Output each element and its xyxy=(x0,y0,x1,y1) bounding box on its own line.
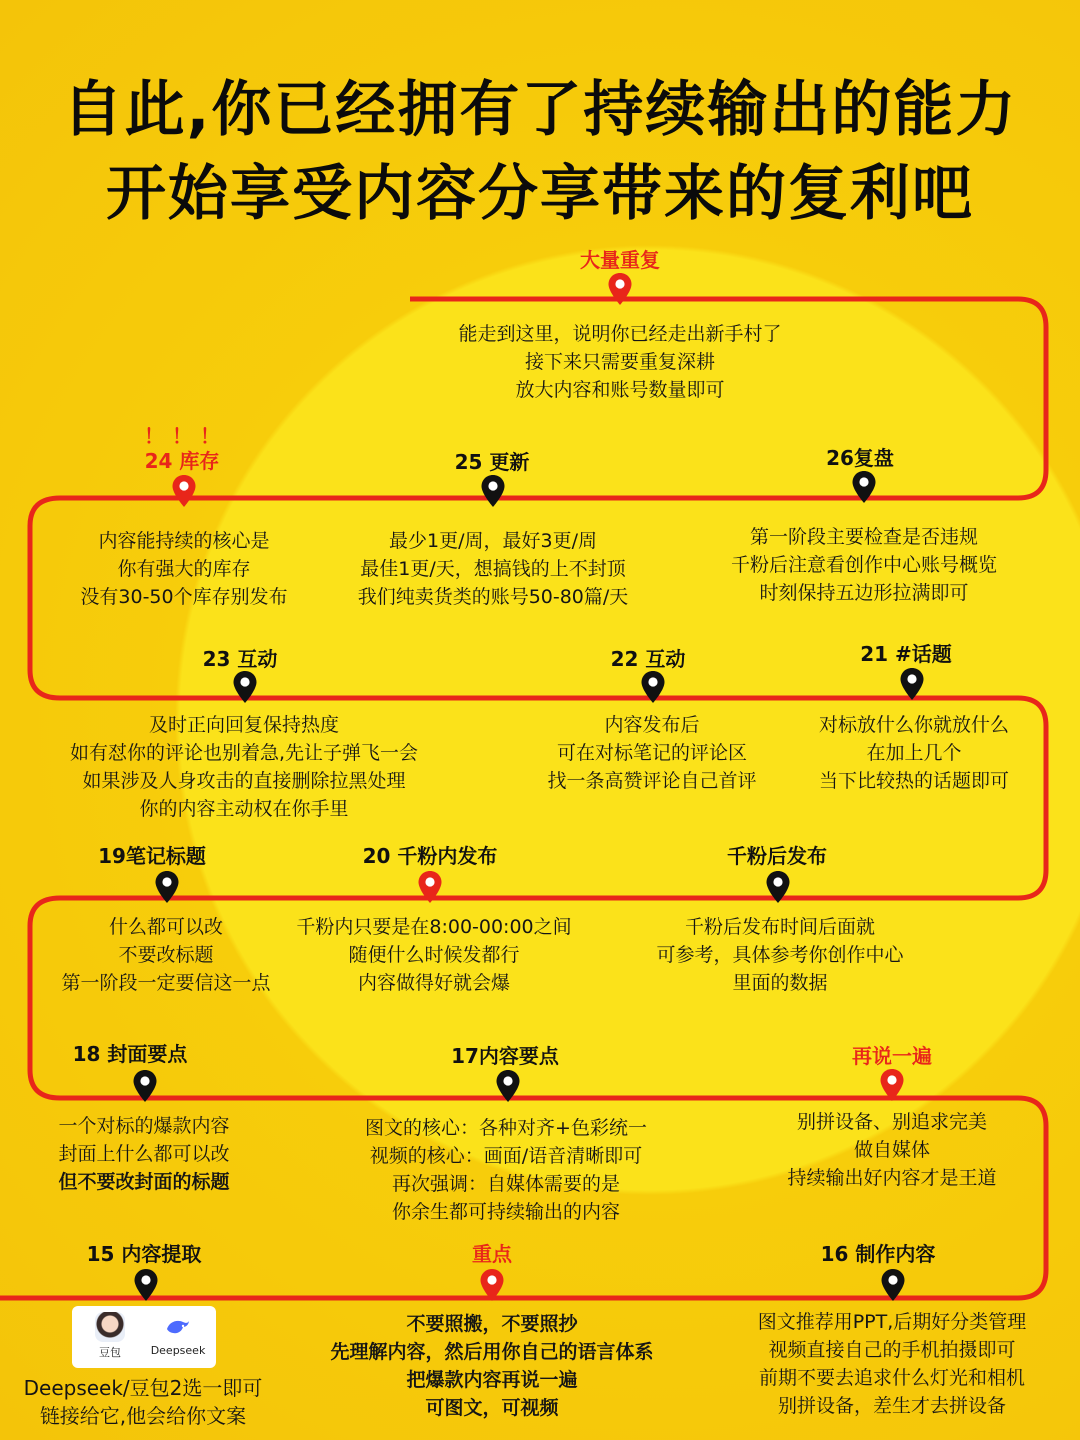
step-body-key xyxy=(330,1310,653,1422)
text-line: 没有30-50个库存别发布 xyxy=(80,586,288,608)
map-pin-icon xyxy=(132,1069,158,1103)
step-label-22: 22 互动 xyxy=(610,647,686,671)
text-line-bold: 但不要改封面的标题 xyxy=(58,1171,230,1193)
step-label-20: 20 千粉内发布 xyxy=(362,844,498,868)
text-line: 前期不要去追求什么灯光和相机 xyxy=(758,1367,1025,1389)
step-label-again: 再说一遍 xyxy=(852,1044,932,1068)
text-line: 什么都可以改 xyxy=(108,916,224,938)
text-line: 封面上什么都可以改 xyxy=(58,1143,230,1165)
title-line-1: 自此,你已经拥有了持续输出的能力 xyxy=(62,75,1018,145)
text-line: 能走到这里，说明你已经走出新手村了 xyxy=(458,323,782,345)
step-label-19: 19笔记标题 xyxy=(98,844,206,868)
step-body-23 xyxy=(70,711,418,823)
step-label-repeat: 大量重复 xyxy=(580,248,660,272)
text-line: 随便什么时候发都行 xyxy=(348,944,520,966)
text-line: 第一阶段一定要信这一点 xyxy=(61,972,271,994)
step-label-16: 16 制作内容 xyxy=(820,1242,936,1266)
text-line: 里面的数据 xyxy=(732,972,828,994)
step-label-26: 26复盘 xyxy=(826,446,894,470)
step-label-after-1k: 千粉后发布 xyxy=(727,844,827,868)
step-label-18: 18 封面要点 xyxy=(72,1042,188,1066)
text-line: 图文的核心：各种对齐+色彩统一 xyxy=(365,1117,647,1139)
step-label-17: 17内容要点 xyxy=(451,1044,559,1068)
step-label-key: 重点 xyxy=(472,1242,512,1266)
map-pin-icon xyxy=(851,470,877,504)
text-line: 别拼设备，差生才去拼设备 xyxy=(777,1395,1006,1417)
map-pin-icon xyxy=(607,272,633,306)
app-doubao[interactable] xyxy=(78,1312,142,1360)
text-line: 不要照搬，不要照抄 xyxy=(406,1313,578,1335)
text-line: 一个对标的爆款内容 xyxy=(58,1115,230,1137)
text-line: 别拼设备、别追求完美 xyxy=(796,1111,988,1133)
map-pin-icon xyxy=(765,870,791,904)
text-line: 最佳1更/天，想搞钱的上不封顶 xyxy=(360,558,626,580)
map-pin-icon xyxy=(232,670,258,704)
text-line: 最少1更/周，最好3更/周 xyxy=(389,530,597,552)
text-line: 当下比较热的话题即可 xyxy=(818,770,1010,792)
text-line: 内容能持续的核心是 xyxy=(98,530,270,552)
text-line: 内容做得好就会爆 xyxy=(357,972,510,994)
text-line: 接下来只需要重复深耕 xyxy=(524,351,716,373)
text-line: 时刻保持五边形拉满即可 xyxy=(759,582,969,604)
text-line: 第一阶段主要检查是否违规 xyxy=(749,526,979,548)
step-body-after-1k xyxy=(656,913,903,997)
step-label-25: 25 更新 xyxy=(454,450,530,474)
map-pin-icon xyxy=(880,1268,906,1302)
step-body-19 xyxy=(61,913,270,997)
step-body-25 xyxy=(358,527,629,611)
step-label-21: 21 #话题 xyxy=(860,642,952,666)
step-body-24 xyxy=(80,527,287,611)
title-line-2: 开始享受内容分享带来的复利吧 xyxy=(106,159,974,229)
text-line: 如有怼你的评论也别着急,先让子弹飞一会 xyxy=(69,742,419,764)
map-pin-icon xyxy=(640,670,666,704)
text-line: 视频直接自己的手机拍摄即可 xyxy=(768,1339,1016,1361)
text-line: 做自媒体 xyxy=(853,1139,931,1161)
map-pin-icon xyxy=(899,667,925,701)
text-line: Deepseek/豆包2选一即可 xyxy=(23,1376,263,1400)
text-line: 视频的核心：画面/语音清晰即可 xyxy=(369,1145,643,1167)
map-pin-icon xyxy=(879,1068,905,1102)
app-name: Deepseek xyxy=(150,1344,206,1357)
text-line: 你余生都可持续输出的内容 xyxy=(391,1201,621,1223)
text-line: 持续输出好内容才是王道 xyxy=(787,1167,997,1189)
text-line: 把爆款内容再说一遍 xyxy=(406,1369,578,1391)
exclamation-marks: ！！！ xyxy=(144,424,228,448)
map-pin-icon xyxy=(171,474,197,508)
text-line: 不要改标题 xyxy=(118,944,214,966)
map-pin-icon xyxy=(133,1268,159,1302)
step-body-15 xyxy=(24,1374,263,1430)
text-line: 对标放什么你就放什么 xyxy=(818,714,1010,736)
map-pin-icon xyxy=(480,474,506,508)
text-line: 先理解内容，然后用你自己的语言体系 xyxy=(330,1341,654,1363)
step-body-17 xyxy=(365,1114,647,1226)
text-line: 内容发布后 xyxy=(604,714,700,736)
step-body-again xyxy=(787,1108,996,1192)
text-line: 可参考，具体参考你创作中心 xyxy=(656,944,904,966)
text-line: 放大内容和账号数量即可 xyxy=(515,379,725,401)
step-body-20 xyxy=(296,913,571,997)
step-label-15: 15 内容提取 xyxy=(86,1242,202,1266)
app-icons-card xyxy=(72,1306,216,1368)
text-line: 千粉内只要是在8:00-00:00之间 xyxy=(296,916,572,938)
step-body-21 xyxy=(819,711,1009,795)
text-line: 你的内容主动权在你手里 xyxy=(139,798,349,820)
text-line: 链接给它,他会给你文案 xyxy=(39,1404,247,1428)
map-pin-icon xyxy=(495,1069,521,1103)
text-line: 找一条高赞评论自己首评 xyxy=(547,770,757,792)
text-line: 图文推荐用PPT,后期好分类管理 xyxy=(757,1311,1027,1333)
text-line: 我们纯卖货类的账号50-80篇/天 xyxy=(357,586,629,608)
step-label-24: 24 库存 xyxy=(144,449,220,473)
map-pin-icon xyxy=(417,870,443,904)
step-body-22 xyxy=(547,711,756,795)
step-body-16 xyxy=(758,1308,1027,1420)
map-pin-icon xyxy=(479,1268,505,1302)
app-deepseek[interactable] xyxy=(146,1312,210,1357)
text-line: 及时正向回复保持热度 xyxy=(148,714,340,736)
text-line: 你有强大的库存 xyxy=(117,558,251,580)
text-line: 可图文，可视频 xyxy=(425,1397,559,1419)
app-name: 豆包 xyxy=(99,1346,121,1359)
avatar-icon xyxy=(95,1312,125,1342)
step-label-23: 23 互动 xyxy=(202,647,278,671)
text-line: 可在对标笔记的评论区 xyxy=(556,742,748,764)
map-pin-icon xyxy=(154,870,180,904)
text-line: 千粉后发布时间后面就 xyxy=(684,916,876,938)
step-body-18 xyxy=(58,1112,229,1196)
step-body-26 xyxy=(731,523,997,607)
text-line: 如果涉及人身攻击的直接删除拉黑处理 xyxy=(82,770,406,792)
text-line: 再次强调：自媒体需要的是 xyxy=(391,1173,621,1195)
text-line: 在加上几个 xyxy=(866,742,962,764)
text-line: 千粉后注意看创作中心账号概览 xyxy=(730,554,998,576)
whale-icon xyxy=(163,1312,193,1342)
step-body-repeat xyxy=(458,320,781,404)
